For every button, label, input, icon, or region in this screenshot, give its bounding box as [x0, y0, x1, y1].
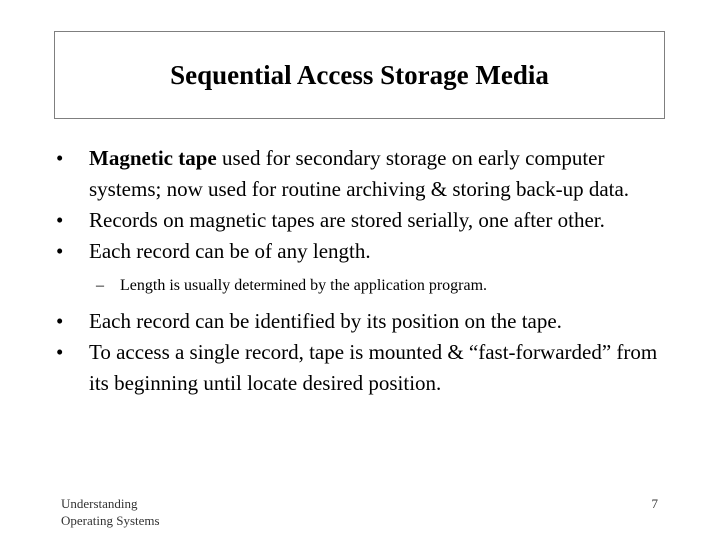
- sub-bullet-marker: –: [96, 277, 104, 294]
- slide-title: Sequential Access Storage Media: [170, 59, 549, 90]
- bullet-text: Each record can be of any length.: [89, 239, 371, 263]
- sub-bullet-text: Length is usually determined by the application program.: [120, 277, 488, 294]
- bullet-marker: •: [56, 340, 64, 364]
- bullet-marker: •: [56, 208, 64, 232]
- title-box: [54, 31, 665, 119]
- footer-line-2: Operating Systems: [61, 513, 160, 528]
- slide-body: [56, 143, 676, 399]
- footer-line-1: Understanding: [61, 496, 138, 511]
- bullet-records-serial: [56, 205, 676, 236]
- bullet-marker: •: [56, 146, 64, 170]
- bullet-record-length: [56, 236, 676, 267]
- bullet-record-position: [56, 306, 676, 337]
- bullet-magnetic-tape: [56, 143, 676, 205]
- bullet-marker: •: [56, 239, 64, 263]
- bullet-bold-term: Magnetic tape: [89, 146, 217, 170]
- bullet-marker: •: [56, 309, 64, 333]
- bullet-text: Each record can be identified by its position on the tape.: [89, 309, 562, 333]
- page-number: 7: [651, 496, 658, 511]
- bullet-text: used for secondary storage on early computer systems; now used for routine archiving & storing back-up data.: [89, 146, 630, 201]
- bullet-text: To access a single record, tape is mounted & “fast-forwarded” from its beginning until locate desired position.: [89, 340, 658, 395]
- bullet-text: Records on magnetic tapes are stored serially, one after other.: [89, 208, 605, 232]
- bullet-access-record: [56, 337, 676, 399]
- sub-bullet-length: [56, 275, 676, 297]
- footer-book-title: [61, 495, 160, 529]
